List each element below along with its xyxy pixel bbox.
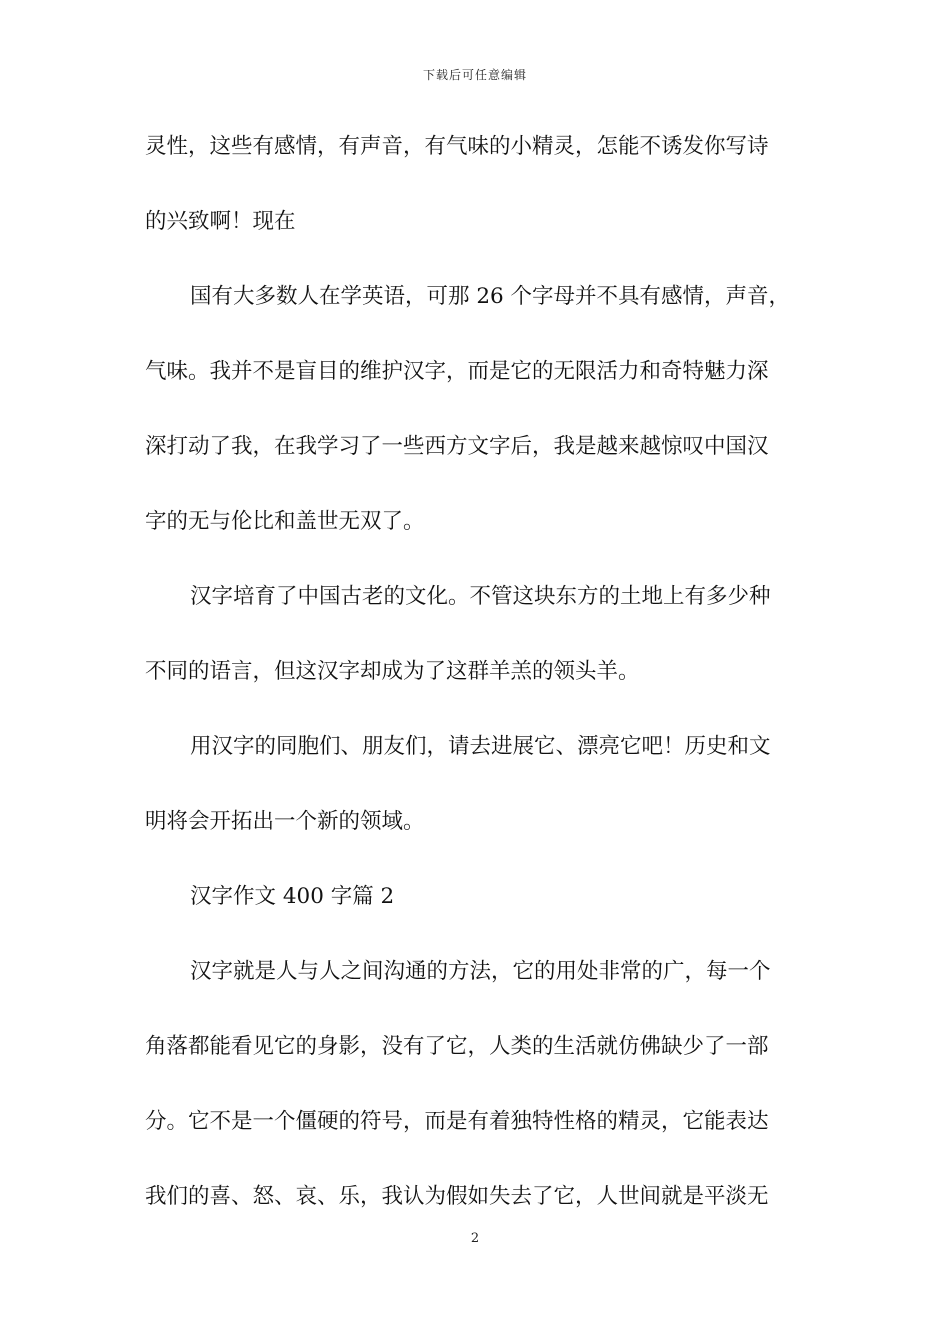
text-line-3: 国有大多数人在学英语，可那 26 个字母并不具有感情，声音， xyxy=(190,284,791,309)
section-heading: 汉字作文 400 字篇 2 xyxy=(190,884,395,909)
document-body xyxy=(145,126,815,1251)
text-line-9: 用汉字的同胞们、朋友们，请去进展它、漂亮它吧！历史和文 xyxy=(190,734,771,759)
text-line-12: 汉字就是人与人之间沟通的方法，它的用处非常的广，每一个 xyxy=(190,959,771,984)
text-line-4: 气味。我并不是盲目的维护汉字，而是它的无限活力和奇特魅力深 xyxy=(145,359,769,384)
text-line-6: 字的无与伦比和盖世无双了。 xyxy=(145,509,425,534)
text-line-14: 分。它不是一个僵硬的符号，而是有着独特性格的精灵，它能表达 xyxy=(145,1109,769,1134)
text-line-5: 深打动了我，在我学习了一些西方文字后，我是越来越惊叹中国汉 xyxy=(145,434,769,459)
text-line-15: 我们的喜、怒、哀、乐，我认为假如失去了它，人世间就是平淡无 xyxy=(145,1184,769,1209)
page-header: 下载后可任意编辑 xyxy=(422,68,527,82)
text-line-10: 明将会开拓出一个新的领域。 xyxy=(145,809,425,834)
text-line-2: 的兴致啊！现在 xyxy=(145,209,296,234)
text-line-13: 角落都能看见它的身影，没有了它，人类的生活就仿佛缺少了一部 xyxy=(145,1034,769,1059)
text-line-1: 灵性，这些有感情，有声音，有气味的小精灵，怎能不诱发你写诗 xyxy=(145,134,769,159)
text-line-7: 汉字培育了中国古老的文化。不管这块东方的土地上有多少种 xyxy=(190,584,771,609)
text-line-8: 不同的语言，但这汉字却成为了这群羊羔的领头羊。 xyxy=(145,659,640,684)
page-number: 2 xyxy=(470,1231,480,1246)
